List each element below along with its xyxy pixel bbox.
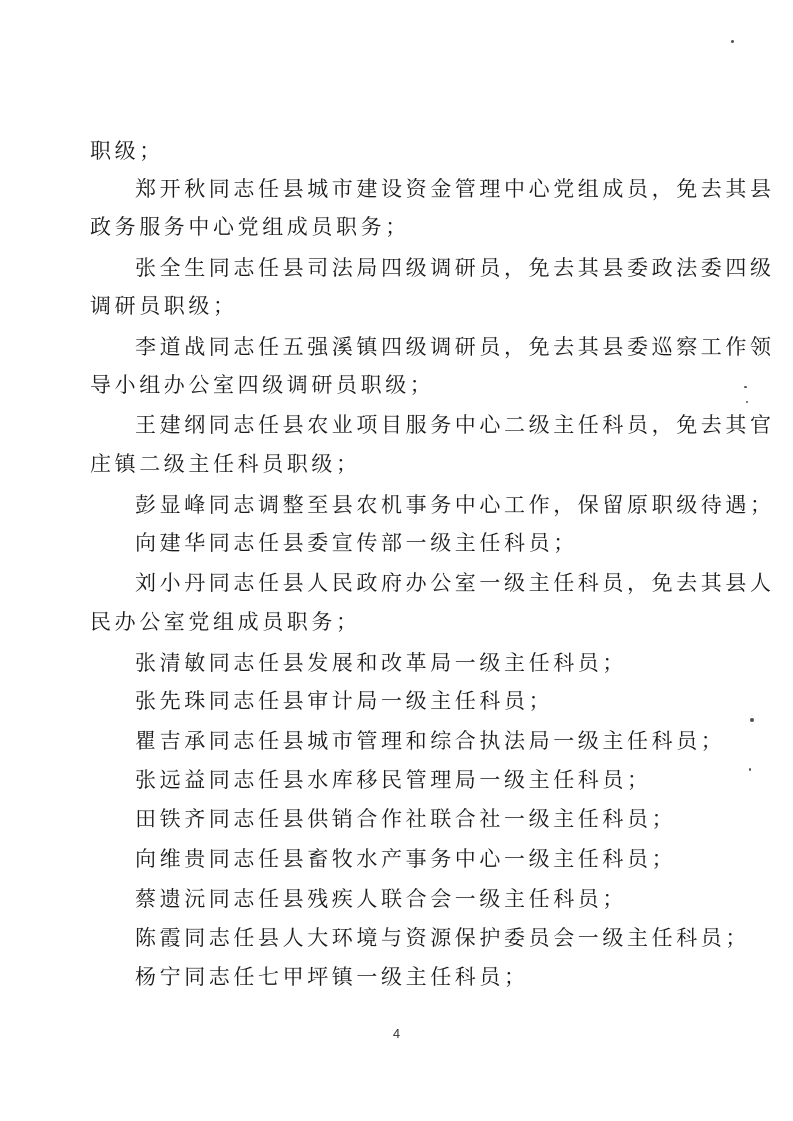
text-line: 向维贵同志任县畜牧水产事务中心一级主任科员； bbox=[135, 847, 677, 871]
text-line: 彭显峰同志调整至县农机事务中心工作，保留原职级待遇； bbox=[135, 493, 775, 517]
text-line: 政务服务中心党组成员职务； bbox=[90, 215, 410, 239]
text-line: 向建华同志任县委宣传部一级主任科员； bbox=[135, 531, 578, 555]
text-line: 导小组办公室四级调研员职级； bbox=[90, 373, 435, 397]
text-line: 瞿吉承同志任县城市管理和综合执法局一级主任科员； bbox=[135, 729, 726, 753]
scan-speck bbox=[746, 401, 748, 403]
text-line: 张清敏同志任县发展和改革局一级主任科员； bbox=[135, 651, 627, 675]
scan-speck bbox=[731, 40, 734, 43]
text-line: 刘小丹同志任县人民政府办公室一级主任科员，免去其县人 bbox=[135, 571, 775, 595]
text-line: 张先珠同志任县审计局一级主任科员； bbox=[135, 689, 554, 713]
text-line: 王建纲同志任县农业项目服务中心二级主任科员，免去其官 bbox=[135, 413, 775, 437]
text-line: 郑开秋同志任县城市建设资金管理中心党组成员，免去其县 bbox=[135, 177, 775, 201]
text-line: 张全生同志任县司法局四级调研员，免去其县委政法委四级 bbox=[135, 256, 775, 280]
text-line: 蔡遗沅同志任县残疾人联合会一级主任科员； bbox=[135, 887, 627, 911]
scan-speck bbox=[744, 386, 747, 388]
scan-speck bbox=[750, 718, 754, 722]
text-line: 民办公室党组成员职务； bbox=[90, 610, 361, 634]
text-line: 张远益同志任县水库移民管理局一级主任科员； bbox=[135, 768, 652, 792]
text-line: 李道战同志任五强溪镇四级调研员，免去其县委巡察工作领 bbox=[135, 335, 775, 359]
text-line: 杨宁同志任七甲坪镇一级主任科员； bbox=[135, 965, 529, 989]
text-line: 庄镇二级主任科员职级； bbox=[90, 452, 361, 476]
text-line: 职级； bbox=[90, 139, 164, 163]
text-line: 陈霞同志任县人大环境与资源保护委员会一级主任科员； bbox=[135, 926, 750, 950]
page-number: 4 bbox=[392, 1026, 401, 1041]
text-line: 调研员职级； bbox=[90, 294, 238, 318]
scan-speck bbox=[749, 768, 751, 771]
text-line: 田铁齐同志任县供销合作社联合社一级主任科员； bbox=[135, 807, 677, 831]
